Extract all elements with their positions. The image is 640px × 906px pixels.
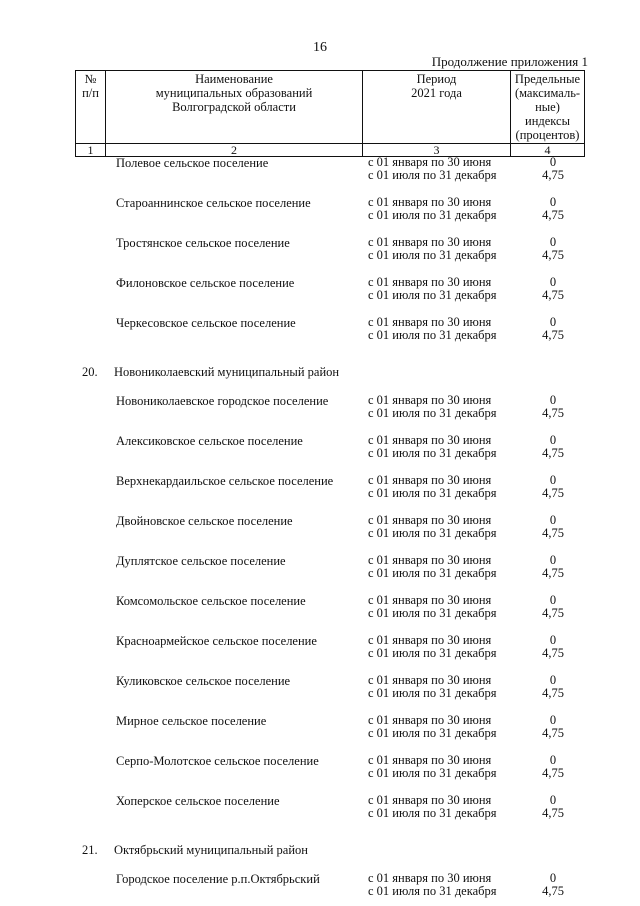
table-row bbox=[0, 270, 640, 310]
index-second-half: 4,75 bbox=[542, 806, 564, 820]
period-cell bbox=[368, 276, 497, 302]
table-row bbox=[0, 388, 640, 428]
index-cell bbox=[520, 794, 586, 820]
table-row bbox=[0, 150, 640, 190]
period-second-half: с 01 июля по 31 декабря bbox=[368, 486, 497, 500]
settlement-name: Черкесовское сельское поселение bbox=[116, 316, 296, 330]
period-second-half: с 01 июля по 31 декабря bbox=[368, 248, 497, 262]
index-first-half: 0 bbox=[549, 315, 557, 329]
settlement-name: Хоперское сельское поселение bbox=[116, 794, 280, 808]
index-cell bbox=[520, 156, 586, 182]
period-second-half: с 01 июля по 31 декабря bbox=[368, 726, 497, 740]
index-second-half: 4,75 bbox=[542, 168, 564, 182]
index-second-half: 4,75 bbox=[542, 446, 564, 460]
index-second-half: 4,75 bbox=[542, 208, 564, 222]
table-row bbox=[0, 668, 640, 708]
index-second-half: 4,75 bbox=[542, 884, 564, 898]
settlement-name: Алексиковское сельское поселение bbox=[116, 434, 303, 448]
index-cell bbox=[520, 634, 586, 660]
index-cell bbox=[520, 276, 586, 302]
period-second-half: с 01 июля по 31 декабря bbox=[368, 208, 497, 222]
settlement-name: Красноармейское сельское поселение bbox=[116, 634, 317, 648]
index-second-half: 4,75 bbox=[542, 248, 564, 262]
table-row bbox=[0, 748, 640, 788]
period-cell bbox=[368, 514, 497, 540]
index-second-half: 4,75 bbox=[542, 328, 564, 342]
index-first-half: 0 bbox=[549, 393, 557, 407]
district-heading bbox=[0, 842, 640, 858]
period-second-half: с 01 июля по 31 декабря bbox=[368, 526, 497, 540]
index-cell bbox=[520, 196, 586, 222]
period-first-half: с 01 января по 30 июня bbox=[368, 753, 492, 767]
index-first-half: 0 bbox=[549, 713, 557, 727]
settlement-name: Верхнекардаильское сельское поселение bbox=[116, 474, 334, 488]
table-row bbox=[0, 628, 640, 668]
period-first-half: с 01 января по 30 июня bbox=[368, 871, 492, 885]
settlement-name: Новониколаевское городское поселение bbox=[116, 394, 329, 408]
index-first-half: 0 bbox=[549, 155, 557, 169]
period-cell bbox=[368, 634, 497, 660]
period-second-half: с 01 июля по 31 декабря bbox=[368, 884, 497, 898]
period-first-half: с 01 января по 30 июня bbox=[368, 473, 492, 487]
index-cell bbox=[520, 714, 586, 740]
district-number: 20. bbox=[82, 365, 98, 379]
index-second-half: 4,75 bbox=[542, 486, 564, 500]
settlement-name: Мирное сельское поселение bbox=[116, 714, 267, 728]
period-first-half: с 01 января по 30 июня bbox=[368, 673, 492, 687]
settlement-name: Куликовское сельское поселение bbox=[116, 674, 291, 688]
header-period: Период 2021 года bbox=[363, 71, 511, 144]
settlement-name: Дуплятское сельское поселение bbox=[116, 554, 286, 568]
table-row bbox=[0, 866, 640, 906]
period-cell bbox=[368, 196, 497, 222]
period-second-half: с 01 июля по 31 декабря bbox=[368, 328, 497, 342]
period-cell bbox=[368, 394, 497, 420]
period-first-half: с 01 января по 30 июня bbox=[368, 275, 492, 289]
period-first-half: с 01 января по 30 июня bbox=[368, 793, 492, 807]
period-first-half: с 01 января по 30 июня bbox=[368, 713, 492, 727]
settlement-name: Комсомольское сельское поселение bbox=[116, 594, 306, 608]
period-first-half: с 01 января по 30 июня bbox=[368, 315, 492, 329]
index-first-half: 0 bbox=[549, 195, 557, 209]
index-first-half: 0 bbox=[549, 753, 557, 767]
period-cell bbox=[368, 554, 497, 580]
table-row bbox=[0, 508, 640, 548]
column-number-2: 2 bbox=[106, 144, 363, 157]
index-first-half: 0 bbox=[549, 235, 557, 249]
table-row bbox=[0, 588, 640, 628]
period-cell bbox=[368, 594, 497, 620]
settlement-name: Городское поселение р.п.Октябрьский bbox=[116, 872, 320, 886]
header-number: № п/п bbox=[76, 71, 106, 144]
table-header bbox=[75, 70, 585, 157]
period-first-half: с 01 января по 30 июня bbox=[368, 513, 492, 527]
period-first-half: с 01 января по 30 июня bbox=[368, 195, 492, 209]
period-first-half: с 01 января по 30 июня bbox=[368, 393, 492, 407]
period-cell bbox=[368, 156, 497, 182]
index-cell bbox=[520, 474, 586, 500]
period-second-half: с 01 июля по 31 декабря bbox=[368, 646, 497, 660]
period-first-half: с 01 января по 30 июня bbox=[368, 633, 492, 647]
period-cell bbox=[368, 474, 497, 500]
table-row bbox=[0, 548, 640, 588]
index-second-half: 4,75 bbox=[542, 288, 564, 302]
index-second-half: 4,75 bbox=[542, 766, 564, 780]
column-number-4: 4 bbox=[511, 144, 585, 157]
period-second-half: с 01 июля по 31 декабря bbox=[368, 566, 497, 580]
settlement-name: Полевое сельское поселение bbox=[116, 156, 269, 170]
index-first-half: 0 bbox=[549, 673, 557, 687]
district-number: 21. bbox=[82, 843, 98, 857]
district-name: Новониколаевский муниципальный район bbox=[114, 365, 340, 379]
index-first-half: 0 bbox=[549, 793, 557, 807]
index-second-half: 4,75 bbox=[542, 726, 564, 740]
district-heading bbox=[0, 364, 640, 380]
index-cell bbox=[520, 554, 586, 580]
index-cell bbox=[520, 434, 586, 460]
period-cell bbox=[368, 872, 497, 898]
period-second-half: с 01 июля по 31 декабря bbox=[368, 446, 497, 460]
index-cell bbox=[520, 236, 586, 262]
table-row bbox=[0, 468, 640, 508]
settlement-name: Тростянское сельское поселение bbox=[116, 236, 290, 250]
settlement-name: Староаннинское сельское поселение bbox=[116, 196, 311, 210]
period-second-half: с 01 июля по 31 декабря bbox=[368, 406, 497, 420]
page-number: 16 bbox=[313, 40, 327, 55]
header-index: Предельные (максималь- ные) индексы (процентов) bbox=[511, 71, 585, 144]
period-first-half: с 01 января по 30 июня bbox=[368, 553, 492, 567]
period-first-half: с 01 января по 30 июня bbox=[368, 155, 492, 169]
period-first-half: с 01 января по 30 июня bbox=[368, 433, 492, 447]
period-first-half: с 01 января по 30 июня bbox=[368, 593, 492, 607]
period-second-half: с 01 июля по 31 декабря bbox=[368, 168, 497, 182]
header-name: Наименование муниципальных образований Волгоградской области bbox=[106, 71, 363, 144]
continuation-label: Продолжение приложения 1 bbox=[431, 54, 588, 69]
period-cell bbox=[368, 714, 497, 740]
index-second-half: 4,75 bbox=[542, 646, 564, 660]
period-second-half: с 01 июля по 31 декабря bbox=[368, 766, 497, 780]
index-cell bbox=[520, 674, 586, 700]
table-row bbox=[0, 708, 640, 748]
index-cell bbox=[520, 514, 586, 540]
index-cell bbox=[520, 316, 586, 342]
period-cell bbox=[368, 434, 497, 460]
district-name: Октябрьский муниципальный район bbox=[114, 843, 308, 857]
period-cell bbox=[368, 674, 497, 700]
period-second-half: с 01 июля по 31 декабря bbox=[368, 606, 497, 620]
index-second-half: 4,75 bbox=[542, 406, 564, 420]
index-first-half: 0 bbox=[549, 593, 557, 607]
index-cell bbox=[520, 872, 586, 898]
period-first-half: с 01 января по 30 июня bbox=[368, 235, 492, 249]
index-second-half: 4,75 bbox=[542, 566, 564, 580]
period-cell bbox=[368, 236, 497, 262]
index-cell bbox=[520, 594, 586, 620]
column-number-1: 1 bbox=[76, 144, 106, 157]
index-cell bbox=[520, 394, 586, 420]
index-first-half: 0 bbox=[549, 275, 557, 289]
table-row bbox=[0, 428, 640, 468]
index-second-half: 4,75 bbox=[542, 606, 564, 620]
index-second-half: 4,75 bbox=[542, 686, 564, 700]
settlement-name: Филоновское сельское поселение bbox=[116, 276, 295, 290]
table-row bbox=[0, 788, 640, 828]
index-first-half: 0 bbox=[549, 433, 557, 447]
table-body bbox=[0, 150, 640, 906]
column-number-3: 3 bbox=[363, 144, 511, 157]
settlement-name: Серпо-Молотское сельское поселение bbox=[116, 754, 319, 768]
index-cell bbox=[520, 754, 586, 780]
table-row bbox=[0, 190, 640, 230]
index-first-half: 0 bbox=[549, 871, 557, 885]
index-first-half: 0 bbox=[549, 513, 557, 527]
index-first-half: 0 bbox=[549, 553, 557, 567]
period-second-half: с 01 июля по 31 декабря bbox=[368, 288, 497, 302]
index-second-half: 4,75 bbox=[542, 526, 564, 540]
period-second-half: с 01 июля по 31 декабря bbox=[368, 686, 497, 700]
period-cell bbox=[368, 316, 497, 342]
index-first-half: 0 bbox=[549, 473, 557, 487]
period-cell bbox=[368, 754, 497, 780]
settlement-name: Двойновское сельское поселение bbox=[116, 514, 293, 528]
index-first-half: 0 bbox=[549, 633, 557, 647]
table-row bbox=[0, 310, 640, 350]
period-cell bbox=[368, 794, 497, 820]
table-row bbox=[0, 230, 640, 270]
period-second-half: с 01 июля по 31 декабря bbox=[368, 806, 497, 820]
